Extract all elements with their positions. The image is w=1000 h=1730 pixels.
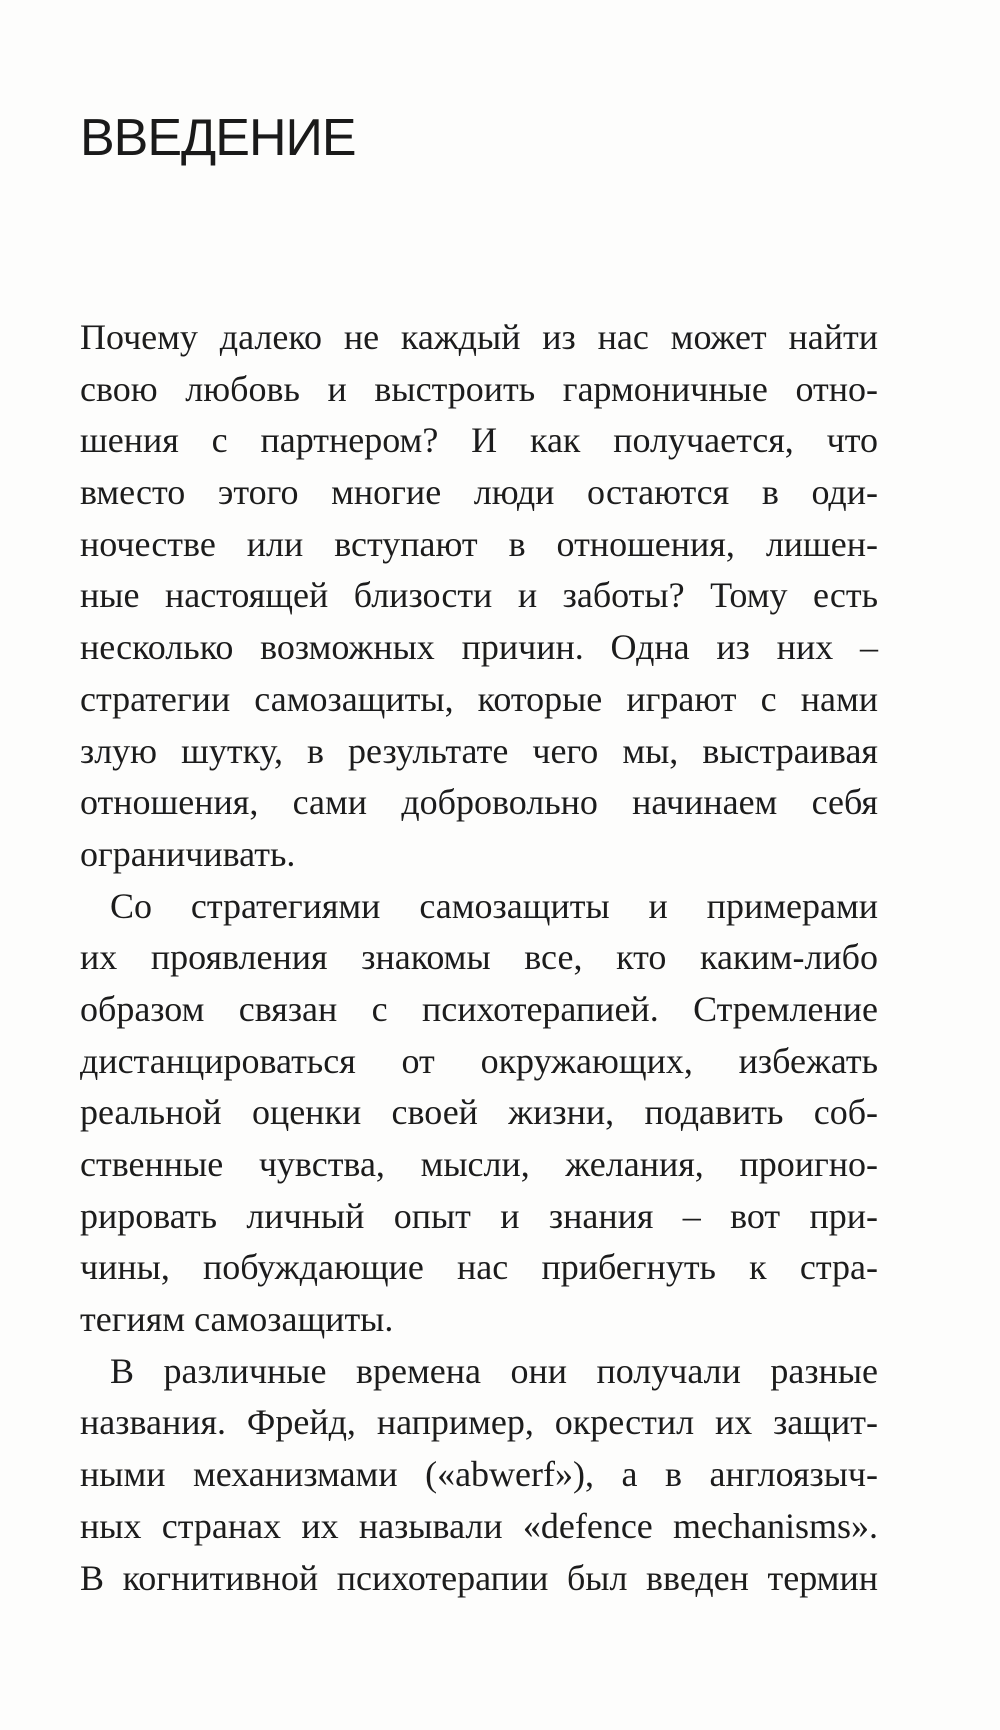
text-line: шения с партнером? И как получается, что — [80, 420, 878, 461]
text-line: ственные чувства, мысли, желания, проигно- — [80, 1144, 878, 1184]
text-line: отношения, сами добровольно начинаем себя — [80, 782, 878, 823]
text-line: ограничивать. — [80, 833, 296, 874]
text-line: стратегии самозащиты, которые играют с нами — [80, 678, 878, 719]
text-line: несколько возможных причин. Одна из них – — [80, 627, 878, 668]
text-line: дистанцироваться от окружающих, избежать — [80, 1040, 878, 1081]
text-line: Со стратегиями самозащиты и примерами — [110, 885, 878, 926]
text-line: В когнитивной психотерапии был введен термин — [80, 1557, 878, 1598]
text-line: ночестве или вступают в отношения, лишен- — [80, 523, 878, 564]
text-line: ные настоящей близости и заботы? Тому есть — [80, 575, 878, 616]
text-line: ными механизмами («abwerf»), а в англоязыч- — [80, 1454, 878, 1495]
text-line: свою любовь и выстроить гармоничные отно- — [80, 368, 878, 409]
body-text — [80, 312, 878, 1604]
text-line: В различные времена они получали разные — [110, 1350, 878, 1391]
text-line: реальной оценки своей жизни, подавить соб- — [80, 1092, 878, 1133]
text-line: чины, побуждающие нас прибегнуть к стра- — [80, 1247, 878, 1288]
text-line: их проявления знакомы все, кто каким-либо — [80, 937, 878, 978]
text-line: тегиям самозащиты. — [80, 1299, 394, 1340]
text-line: злую шутку, в результате чего мы, выстраивая — [80, 730, 878, 771]
text-line: образом связан с психотерапией. Стремление — [80, 988, 878, 1029]
text-line: вместо этого многие люди остаются в оди- — [80, 472, 878, 513]
text-line: Почему далеко не каждый из нас может найти — [80, 317, 878, 357]
chapter-heading: ВВЕДЕНИЕ — [80, 109, 356, 167]
text-line: ных странах их называли «defence mechanisms». — [80, 1505, 878, 1546]
text-line: рировать личный опыт и знания – вот при- — [80, 1195, 878, 1236]
text-line: названия. Фрейд, например, окрестил их защит- — [80, 1402, 878, 1443]
